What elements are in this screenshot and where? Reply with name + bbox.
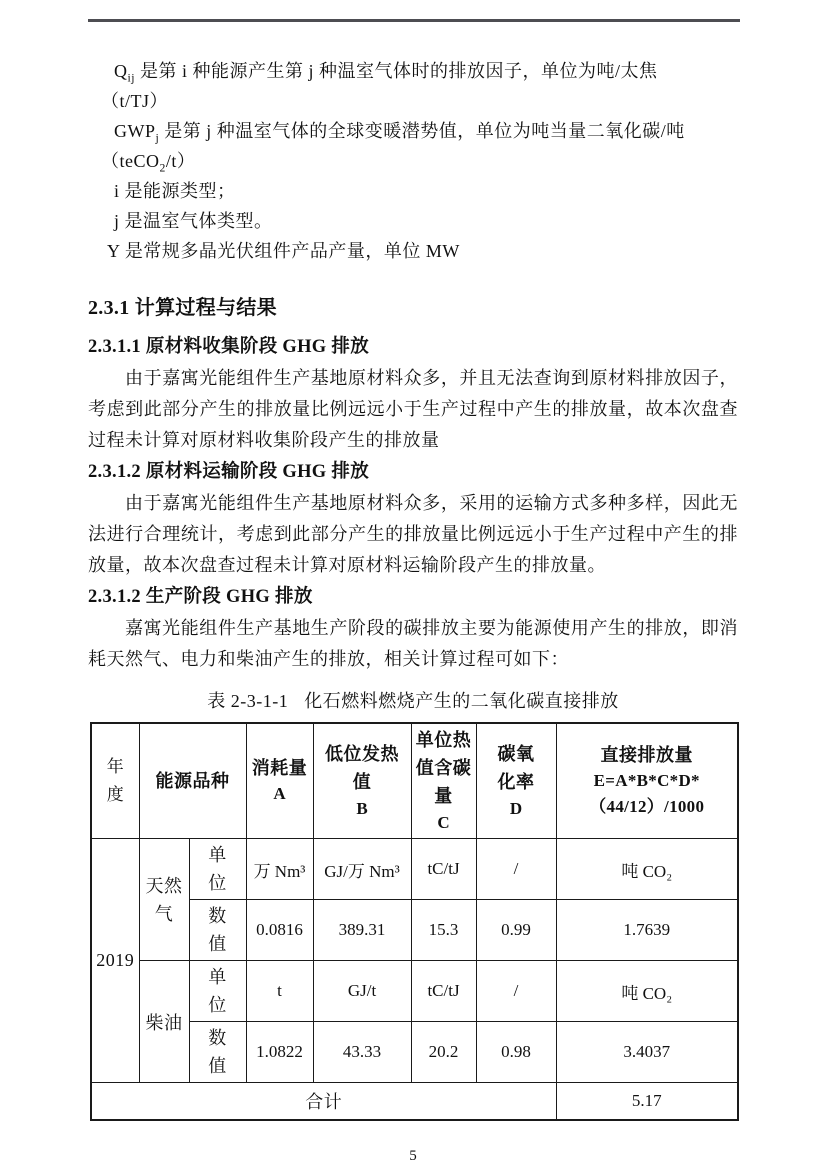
col-header-consumption-letter: A bbox=[273, 784, 286, 803]
variable-definitions bbox=[88, 56, 738, 266]
col-header-oxidation-rate-letter: D bbox=[509, 799, 523, 818]
col-header-oxidation-rate-label bbox=[478, 740, 555, 796]
definition-qij-subscript: ij bbox=[127, 71, 135, 85]
natural-gas-emission-value: 1.7639 bbox=[556, 900, 738, 961]
col-header-energy-type-label: 能源品种 bbox=[155, 771, 230, 791]
col-header-emission-formula-2: （44/12）/1000 bbox=[589, 797, 705, 816]
fuel-name-diesel: 柴油 bbox=[139, 961, 189, 1083]
diesel-heating-value: 43.33 bbox=[313, 1022, 411, 1083]
diesel-unit-heating-value: GJ/t bbox=[313, 961, 411, 1022]
definition-y: Y 是常规多晶光伏组件产品产量，单位 MW bbox=[107, 241, 460, 261]
diesel-carbon-content-value: 20.2 bbox=[411, 1022, 476, 1083]
natural-gas-unit-carbon-content: tC/tJ bbox=[411, 839, 476, 900]
definition-gwpj-base: GWP bbox=[114, 121, 156, 141]
col-header-consumption bbox=[246, 723, 313, 839]
diesel-consumption-value: 1.0822 bbox=[246, 1022, 313, 1083]
col-header-heating-value-label bbox=[315, 740, 410, 796]
col-header-heating-value-letter: B bbox=[356, 799, 368, 818]
diesel-oxidation-rate-value: 0.98 bbox=[476, 1022, 556, 1083]
definition-gwpj-subscript: j bbox=[155, 131, 160, 145]
col-header-carbon-content-text: 单位热值含碳量 bbox=[415, 730, 472, 806]
definition-gwpj bbox=[88, 116, 738, 146]
natural-gas-value-row bbox=[91, 900, 738, 961]
diesel-unit-emission: 吨 CO₂ bbox=[556, 961, 738, 1022]
col-header-emission-formula-1: E=A*B*C*D* bbox=[593, 771, 700, 790]
row-label-value bbox=[189, 900, 246, 961]
diesel-unit-oxidation-rate: / bbox=[476, 961, 556, 1022]
definition-qij-base: Q bbox=[114, 61, 128, 81]
page-content bbox=[88, 56, 738, 1121]
table-caption bbox=[88, 689, 738, 713]
definition-qij bbox=[88, 56, 738, 86]
section-body-2312-transport: 由于嘉寓光能组件生产基地原材料众多，采用的运输方式多种多样，因此无法进行合理统计，考虑到此部分产生的排放量比例远远小于生产过程中产生的排放量，故本次盘查过程未计算对原材料运输阶段产生的排放量。 bbox=[88, 493, 738, 575]
diesel-value-row bbox=[91, 1022, 738, 1083]
col-header-oxidation-rate-text: 碳氧化率 bbox=[497, 744, 535, 792]
definition-qij-text: 是第 i 种能源产生第 j 种温室气体时的排放因子，单位为吨/太焦 bbox=[135, 61, 658, 81]
natural-gas-unit-heating-value: GJ/万 Nm³ bbox=[313, 839, 411, 900]
col-header-emission bbox=[556, 723, 738, 839]
definition-qij-unit: （t/TJ） bbox=[101, 91, 169, 111]
natural-gas-oxidation-rate-value: 0.99 bbox=[476, 900, 556, 961]
row-label-unit-text: 单位 bbox=[208, 845, 227, 893]
diesel-unit-row bbox=[91, 961, 738, 1022]
col-header-heating-value-text: 低位发热值 bbox=[325, 744, 399, 792]
page-number: 5 bbox=[409, 1147, 417, 1164]
row-label-value-text: 数值 bbox=[208, 906, 227, 954]
col-header-carbon-content-letter: C bbox=[437, 813, 450, 832]
col-header-oxidation-rate bbox=[476, 723, 556, 839]
definition-i: i 是能源类型； bbox=[114, 181, 236, 201]
natural-gas-unit-consumption: 万 Nm³ bbox=[246, 839, 313, 900]
definition-j: j 是温室气体类型。 bbox=[114, 211, 273, 231]
col-header-consumption-label: 消耗量 bbox=[251, 758, 308, 778]
table-header-row bbox=[91, 723, 738, 839]
col-header-year bbox=[91, 723, 139, 839]
year-cell: 2019 bbox=[91, 839, 139, 1083]
emissions-table bbox=[90, 722, 739, 1121]
definition-gwpj-unit-pre: （teCO bbox=[101, 151, 160, 171]
col-header-energy-type bbox=[139, 723, 246, 839]
fuel-name-natural-gas-text: 天然气 bbox=[145, 875, 183, 924]
col-header-carbon-content bbox=[411, 723, 476, 839]
row-label-value-2-text: 数值 bbox=[208, 1028, 227, 1076]
natural-gas-carbon-content-value: 15.3 bbox=[411, 900, 476, 961]
section-title-2312-transport: 2.3.1.2 原材料运输阶段 GHG 排放 bbox=[88, 462, 370, 482]
section-body-2311: 由于嘉寓光能组件生产基地原材料众多，并且无法查询到原材料排放因子，考虑到此部分产生的排放量比例远远小于生产过程中产生的排放量，故本次盘查过程未计算对原材料收集阶段产生的排放量 bbox=[88, 368, 738, 450]
row-label-value-2 bbox=[189, 1022, 246, 1083]
natural-gas-consumption-value: 0.0816 bbox=[246, 900, 313, 961]
definition-gwpj-text: 是第 j 种温室气体的全球变暖潜势值，单位为吨当量二氧化碳/吨 bbox=[159, 121, 685, 141]
natural-gas-unit-oxidation-rate: / bbox=[476, 839, 556, 900]
section-title-2311: 2.3.1.1 原材料收集阶段 GHG 排放 bbox=[88, 337, 370, 357]
section-title-231: 2.3.1 计算过程与结果 bbox=[88, 297, 277, 319]
section-title-2312-production: 2.3.1.2 生产阶段 GHG 排放 bbox=[88, 587, 313, 607]
total-row bbox=[91, 1083, 738, 1120]
section-body-2312-production: 嘉寓光能组件生产基地生产阶段的碳排放主要为能源使用产生的排放，即消耗天然气、电力和柴油产生的排放，相关计算过程可如下： bbox=[88, 618, 738, 669]
diesel-emission-value: 3.4037 bbox=[556, 1022, 738, 1083]
total-value-cell: 5.17 bbox=[556, 1083, 738, 1120]
diesel-unit-consumption: t bbox=[246, 961, 313, 1022]
natural-gas-heating-value: 389.31 bbox=[313, 900, 411, 961]
page-header-rule bbox=[88, 19, 740, 22]
definition-gwpj-unit-post: /t） bbox=[165, 151, 196, 171]
definition-gwpj-unit bbox=[88, 146, 738, 176]
natural-gas-unit-emission: 吨 CO₂ bbox=[556, 839, 738, 900]
definition-gwpj-unit-subscript: 2 bbox=[159, 161, 166, 175]
col-header-carbon-content-label bbox=[413, 726, 475, 810]
natural-gas-unit-row bbox=[91, 839, 738, 900]
col-header-year-label: 年度 bbox=[106, 757, 124, 804]
total-label-cell: 合计 bbox=[91, 1083, 556, 1120]
table-caption-number: 表 2-3-1-1 bbox=[207, 691, 289, 711]
fuel-name-natural-gas bbox=[139, 839, 189, 961]
row-label-unit-2-text: 单位 bbox=[208, 967, 227, 1015]
col-header-emission-label: 直接排放量 bbox=[600, 745, 693, 765]
diesel-unit-carbon-content: tC/tJ bbox=[411, 961, 476, 1022]
col-header-heating-value bbox=[313, 723, 411, 839]
row-label-unit-2 bbox=[189, 961, 246, 1022]
row-label-unit bbox=[189, 839, 246, 900]
table-caption-title: 化石燃料燃烧产生的二氧化碳直接排放 bbox=[304, 691, 619, 711]
